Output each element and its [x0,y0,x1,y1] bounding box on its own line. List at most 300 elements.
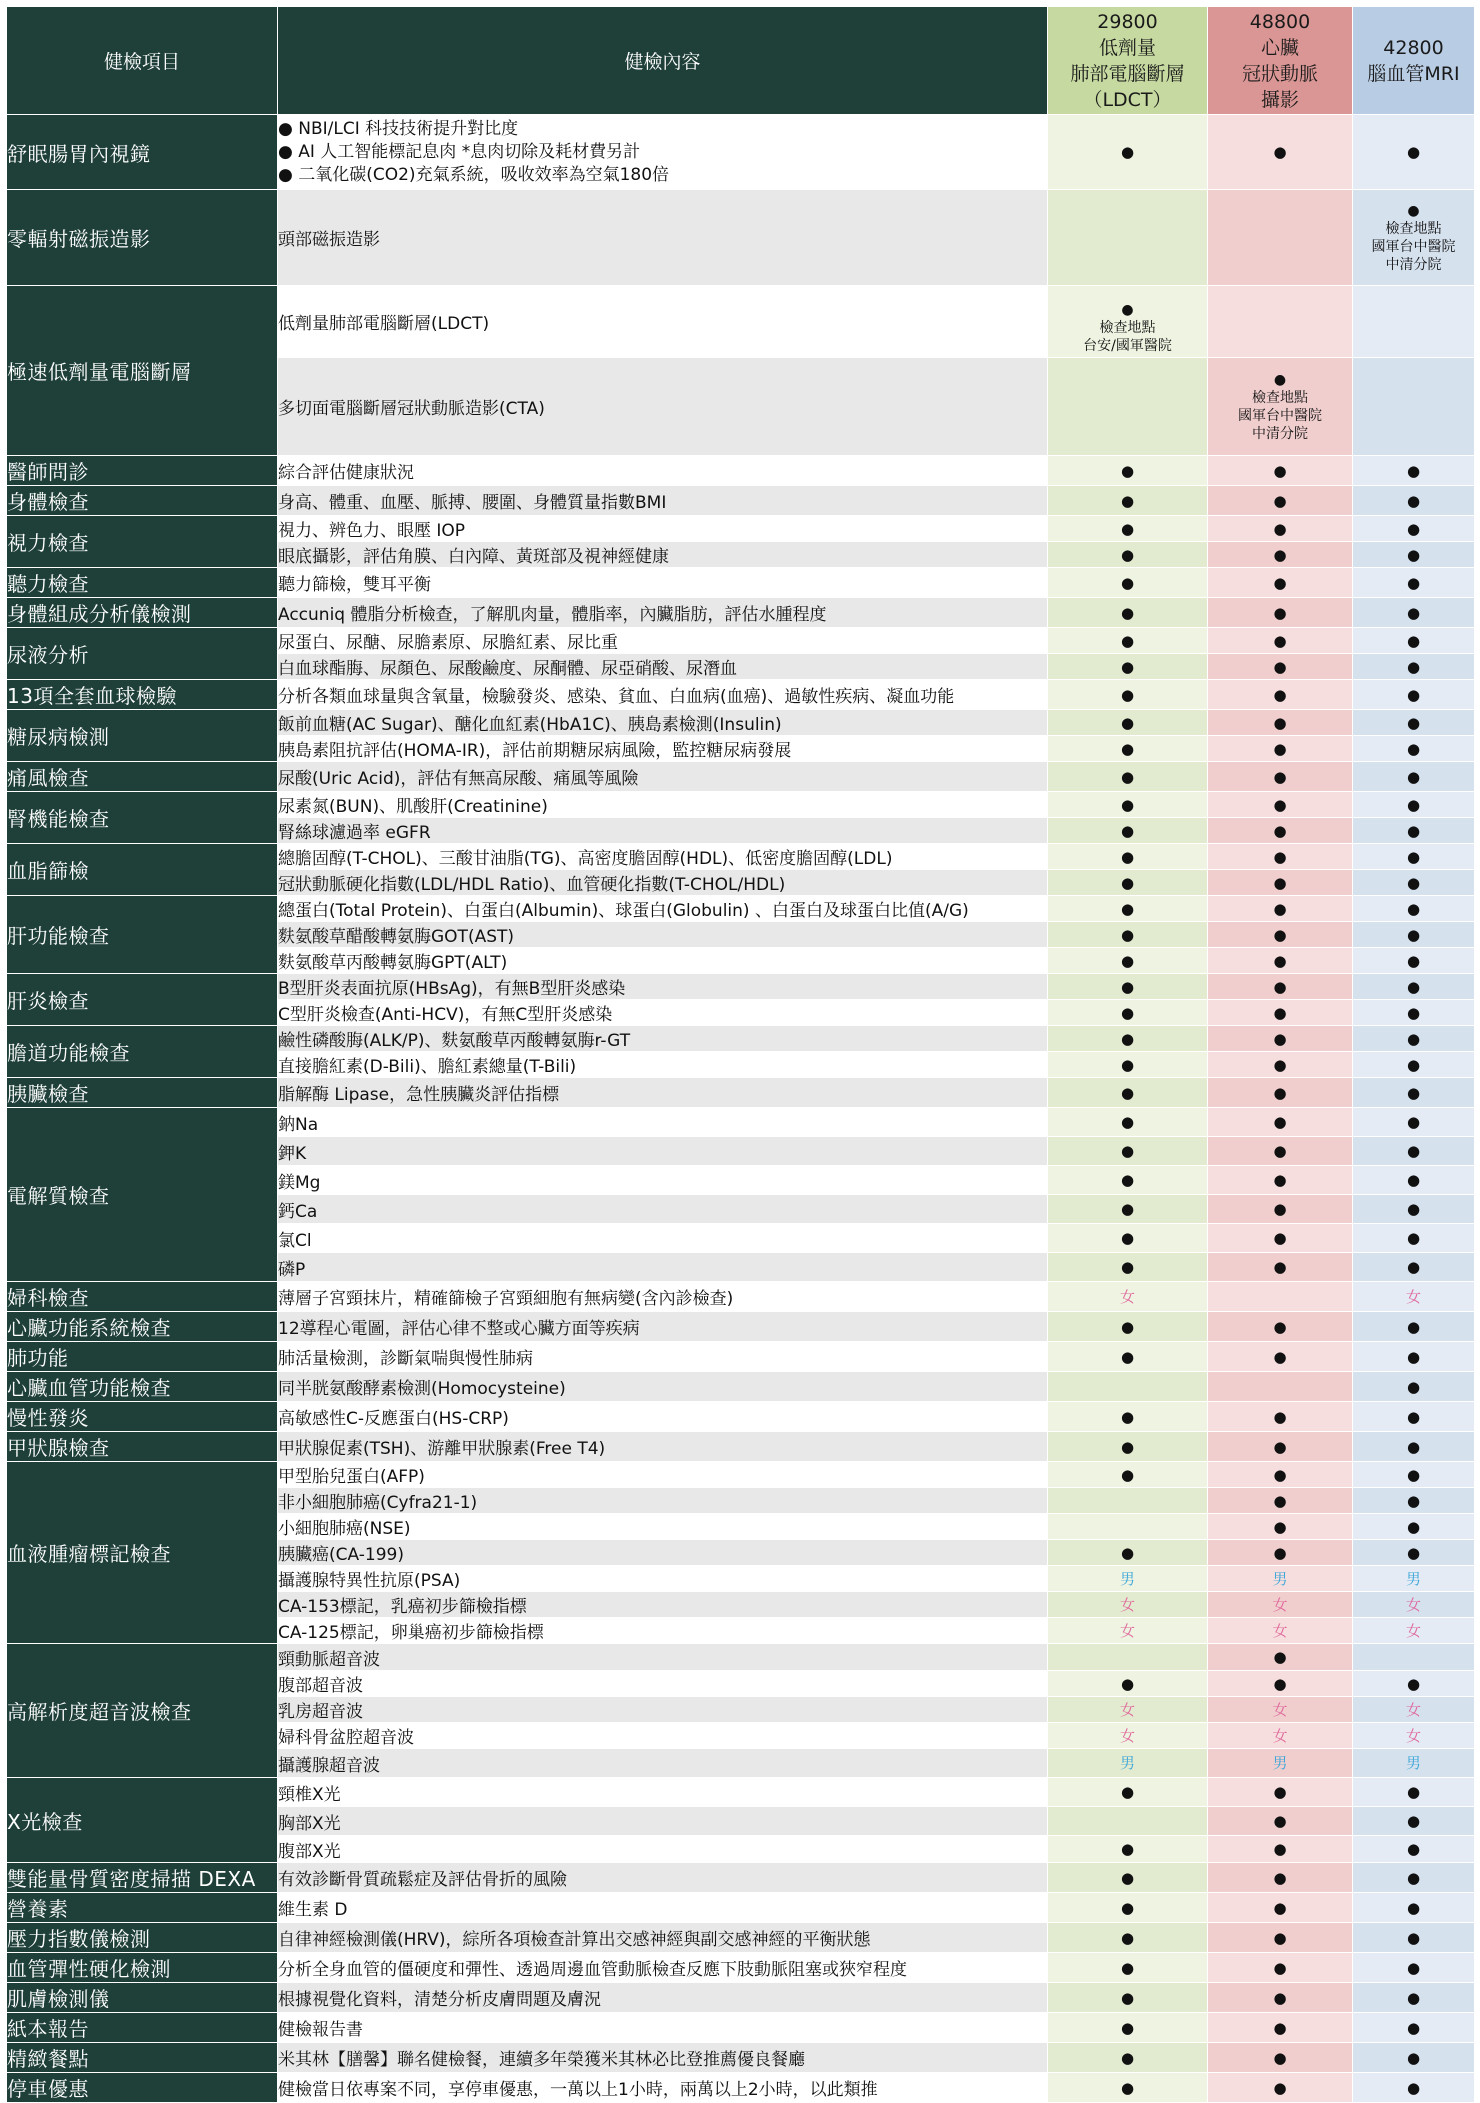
included-dot-icon: ● [1273,371,1287,388]
content-cell [278,1026,1048,1052]
content-cell [278,1923,1048,1953]
content-cell [278,948,1048,974]
included-dot-icon: ● [1273,899,1287,918]
content-cell [278,115,1048,190]
content-line: 有效診斷骨質疏鬆症及評估骨折的風險 [278,1870,567,1890]
plan-cardiac-cell [1208,870,1353,896]
included-dot-icon: ● [1406,1437,1421,1456]
plan-cardiac-cell [1208,1953,1353,1983]
plan-mri-cell [1353,948,1475,974]
included-dot-icon: ● [1273,1465,1287,1484]
content-line: 眼底攝影，評估角膜、白內障、黃斑部及視神經健康 [278,547,669,567]
included-dot-icon: ● [1406,1674,1421,1693]
table-row [7,1282,1475,1312]
location-note-line: 國軍台中醫院 [1371,238,1456,255]
content-cell [278,598,1048,628]
included-dot-icon: ● [1406,1083,1421,1102]
plan-ldct-cell [1048,736,1208,762]
included-dot-icon: ● [1273,1812,1287,1830]
plan-cardiac-cell [1208,1540,1353,1566]
plan-mri-cell [1353,2043,1475,2073]
plan-ldct-cell [1048,844,1208,870]
plan-cardiac-cell [1208,1488,1353,1514]
plan-cardiac-cell [1208,2073,1353,2103]
content-line: 低劑量肺部電腦斷層(LDCT) [278,314,490,334]
content-cell [278,190,1048,286]
location-note-line: 檢查地點 [1385,220,1442,237]
included-dot-icon: ● [1406,767,1421,786]
included-dot-icon: ● [1406,847,1421,866]
table-row [7,2073,1475,2103]
content-cell [278,1983,1048,2013]
plan-ldct-cell [1048,1432,1208,1462]
included-dot-icon: ● [1273,1491,1287,1510]
plan-mri-cell [1353,710,1475,736]
female-only-mark: 女 [1272,1595,1288,1614]
plan-mri-cell [1353,1618,1475,1644]
plan-ldct-price: 29800 [1097,10,1158,33]
plan-cardiac-cell [1208,1195,1353,1224]
included-dot-icon: ● [1273,603,1287,622]
plan-mri-cell [1353,762,1475,792]
content-cell [278,1462,1048,1488]
content-line: 總膽固醇(T-CHOL)、三酸甘油脂(TG)、高密度膽固醇(HDL)、低密度膽固醇(LDL) [278,849,893,869]
content-line: 冠狀動脈硬化指數(LDL/HDL Ratio)、血管硬化指數(T-CHOL/HDL) [278,875,786,895]
plan-cardiac-cell [1208,486,1353,516]
included-dot-icon: ● [1120,713,1135,732]
plan-cardiac-cell [1208,286,1353,358]
included-dot-icon: ● [1406,951,1421,970]
included-dot-icon: ● [1273,739,1287,758]
category-cell: 身體組成分析儀檢測 [7,598,278,628]
category-cell: 心臟功能系統檢查 [7,1312,278,1342]
category-cell: 紙本報告 [7,2013,278,2043]
included-dot-icon: ● [1273,2018,1287,2037]
included-dot-icon: ● [1406,143,1421,161]
plan-mri-price: 42800 [1383,36,1444,59]
plan-cardiac-cell [1208,1108,1353,1137]
included-dot-icon: ● [1406,1988,1421,2007]
plan-mri-cell [1353,1224,1475,1253]
female-only-mark: 女 [1272,1700,1288,1719]
plan-cardiac-cell [1208,568,1353,598]
plan-ldct-cell [1048,1618,1208,1644]
included-dot-icon: ● [1406,631,1421,650]
included-dot-icon: ● [1120,767,1135,786]
plan-cardiac-cell [1208,542,1353,568]
included-dot-icon: ● [1273,685,1287,704]
included-dot-icon: ● [1120,1437,1135,1456]
included-dot-icon: ● [1120,1003,1135,1022]
included-dot-icon: ● [1406,1377,1421,1396]
content-line: 米其林【膳馨】聯名健檢餐，連續多年榮獲米其林必比登推薦優良餐廳 [278,2050,805,2070]
female-only-mark: 女 [1405,1287,1421,1306]
plan-ldct-cell [1048,358,1208,456]
category-cell: 血管彈性硬化檢測 [7,1953,278,1983]
table-row [7,1402,1475,1432]
plan-cardiac-cell [1208,1402,1353,1432]
plan-mri-line1: 腦血管MRI [1367,62,1460,85]
table-row [7,1312,1475,1342]
plan-cardiac-cell [1208,1807,1353,1836]
content-line: 婦科骨盆腔超音波 [278,1728,414,1748]
plan-ldct-cell [1048,598,1208,628]
included-dot-icon: ● [1273,951,1287,970]
included-dot-icon: ● [1406,899,1421,918]
included-dot-icon: ● [1406,977,1421,996]
category-cell: 醫師問診 [7,456,278,486]
included-dot-icon: ● [1407,202,1420,219]
included-dot-icon: ● [1273,2048,1287,2067]
included-dot-icon: ● [1120,739,1135,758]
plan-cardiac-cell [1208,628,1353,654]
plan-ldct-cell [1048,680,1208,710]
plan-cardiac-cell [1208,792,1353,818]
included-dot-icon: ● [1273,1517,1287,1536]
included-dot-icon: ● [1273,977,1287,996]
male-only-mark: 男 [1119,1569,1135,1588]
plan-ldct-cell [1048,1253,1208,1282]
included-dot-icon: ● [1120,519,1135,538]
content-cell [278,486,1048,516]
content-cell [278,1432,1048,1462]
included-dot-icon: ● [1120,1055,1135,1074]
female-only-mark: 女 [1119,1287,1135,1306]
included-dot-icon: ● [1273,1113,1287,1131]
content-line: ● NBI/LCI 科技技術提升對比度 [278,118,519,139]
plan-cardiac-line1: 心臟 [1260,36,1299,59]
included-dot-icon: ● [1273,821,1287,840]
content-cell [278,1312,1048,1342]
included-dot-icon: ● [1273,1317,1287,1336]
location-note-line: 國軍台中醫院 [1238,407,1322,424]
plan-ldct-cell [1048,628,1208,654]
plan-mri-cell [1353,1893,1475,1923]
content-cell [278,870,1048,896]
plan-cardiac-cell [1208,1592,1353,1618]
plan-ldct-cell [1048,974,1208,1000]
plan-ldct-cell [1048,190,1208,286]
plan-mri-cell [1353,1749,1475,1778]
plan-mri-cell [1353,792,1475,818]
included-dot-icon: ● [1120,2048,1135,2067]
plan-mri-cell [1353,486,1475,516]
included-dot-icon: ● [1120,1171,1135,1189]
content-line: 鎂Mg [278,1172,321,1193]
table-row [7,1893,1475,1923]
content-line: 腹部X光 [278,1841,341,1862]
plan-mri-cell [1353,922,1475,948]
plan-mri-cell [1353,680,1475,710]
table-row [7,568,1475,598]
content-cell [278,974,1048,1000]
included-dot-icon: ● [1406,1465,1421,1484]
content-cell [278,516,1048,542]
included-dot-icon: ● [1273,1258,1287,1276]
content-cell [278,1863,1048,1893]
content-cell [278,1108,1048,1137]
included-dot-icon: ● [1273,1928,1287,1947]
included-dot-icon: ● [1120,603,1135,622]
plan-mri-cell [1353,974,1475,1000]
category-cell: 停車優惠 [7,2073,278,2103]
plan-ldct-cell [1048,286,1208,358]
table-row [7,1342,1475,1372]
included-dot-icon: ● [1120,573,1135,592]
included-dot-icon: ● [1120,1465,1135,1484]
content-line: 維生素 D [278,1900,348,1920]
content-cell [278,456,1048,486]
plan-cardiac-cell [1208,1723,1353,1749]
included-dot-icon: ● [1406,713,1421,732]
category-cell: 血液腫瘤標記檢查 [7,1462,278,1644]
table-row [7,190,1475,286]
plan-ldct-cell [1048,456,1208,486]
included-dot-icon: ● [1120,951,1135,970]
included-dot-icon: ● [1406,545,1421,564]
category-cell: X光檢查 [7,1778,278,1863]
plan-ldct-cell [1048,1983,1208,2013]
plan-ldct-cell [1048,1863,1208,1893]
plan-ldct-cell [1048,1644,1208,1671]
included-dot-icon: ● [1120,1113,1135,1131]
plan-cardiac-cell [1208,115,1353,190]
included-dot-icon: ● [1273,847,1287,866]
included-dot-icon: ● [1406,519,1421,538]
content-cell [278,1253,1048,1282]
content-cell [278,1778,1048,1807]
content-line: 攝護腺超音波 [278,1755,380,1776]
content-cell [278,736,1048,762]
plan-ldct-line1: 低劑量 [1098,36,1156,59]
category-cell: 胰臟檢查 [7,1078,278,1108]
content-line: 腹部超音波 [278,1676,363,1696]
plan-cardiac-cell [1208,2013,1353,2043]
included-dot-icon: ● [1120,1898,1135,1917]
content-line: 總蛋白(Total Protein)、白蛋白(Albumin)、球蛋白(Globulin) 、白蛋白及球蛋白比值(A/G) [278,901,969,921]
included-dot-icon: ● [1120,2018,1135,2037]
included-dot-icon: ● [1273,461,1287,480]
plan-ldct-cell [1048,1778,1208,1807]
included-dot-icon: ● [1120,1543,1135,1562]
included-dot-icon: ● [1120,1258,1135,1276]
included-dot-icon: ● [1273,713,1287,732]
plan-ldct-cell [1048,1342,1208,1372]
content-cell [278,1807,1048,1836]
included-dot-icon: ● [1406,1783,1421,1801]
plan-mri-cell [1353,818,1475,844]
category-cell: 肺功能 [7,1342,278,1372]
content-line: 健檢當日依專案不同，享停車優惠，一萬以上1小時，兩萬以上2小時，以此類推 [278,2080,878,2100]
included-dot-icon: ● [1273,1142,1287,1160]
category-cell: 肝炎檢查 [7,974,278,1026]
included-dot-icon: ● [1406,821,1421,840]
plan-ldct-cell [1048,1836,1208,1863]
plan-ldct-cell [1048,1566,1208,1592]
location-note-line: 檢查地點 [1099,320,1156,336]
plan-mri-cell [1353,1592,1475,1618]
plan-ldct-cell [1048,542,1208,568]
plan-ldct-cell [1048,2013,1208,2043]
plan-mri-cell [1353,1778,1475,1807]
content-cell [278,1618,1048,1644]
included-dot-icon: ● [1406,1003,1421,1022]
plan-ldct-cell [1048,1195,1208,1224]
content-line: 胰島素阻抗評估(HOMA-IR)，評估前期糖尿病風險，監控糖尿病發展 [278,741,792,761]
category-cell: 壓力指數儀檢測 [7,1923,278,1953]
plan-mri-cell [1353,598,1475,628]
content-cell [278,762,1048,792]
content-line: 頸椎X光 [278,1784,341,1805]
included-dot-icon: ● [1273,1055,1287,1074]
female-only-mark: 女 [1405,1621,1421,1640]
plan-cardiac-cell [1208,1983,1353,2013]
included-dot-icon: ● [1406,461,1421,480]
plan-ldct-cell [1048,1078,1208,1108]
content-cell [278,286,1048,358]
content-cell [278,792,1048,818]
included-dot-icon: ● [1120,545,1135,564]
included-dot-icon: ● [1273,1029,1287,1048]
content-cell [278,1514,1048,1540]
plan-mri-cell [1353,736,1475,762]
included-dot-icon: ● [1273,657,1287,676]
header-plan-cardiac [1208,7,1353,115]
content-line: 鹼性磷酸脢(ALK/P)、麩氨酸草丙酸轉氨脢r-GT [278,1031,631,1051]
included-dot-icon: ● [1273,1783,1287,1801]
plan-cardiac-cell [1208,1863,1353,1893]
included-dot-icon: ● [1273,519,1287,538]
plan-ldct-cell [1048,1462,1208,1488]
included-dot-icon: ● [1120,795,1135,814]
included-dot-icon: ● [1273,1648,1287,1666]
content-line: 胸部X光 [278,1813,341,1834]
content-cell [278,1566,1048,1592]
content-cell [278,654,1048,680]
plan-cardiac-cell [1208,1778,1353,1807]
content-line: 自律神經檢測儀(HRV)，綜所各項檢查計算出交感神經與副交感神經的平衡狀態 [278,1930,871,1950]
plan-ldct-cell [1048,1224,1208,1253]
included-dot-icon: ● [1406,1898,1421,1917]
content-line: 身高、體重、血壓、脈搏、腰圍、身體質量指數BMI [278,493,667,513]
plan-mri-cell [1353,870,1475,896]
plan-mri-cell [1353,1983,1475,2013]
table-row [7,1644,1475,1671]
plan-ldct-cell [1048,870,1208,896]
plan-ldct-cell [1048,1372,1208,1402]
plan-ldct-cell [1048,1402,1208,1432]
content-cell [278,1166,1048,1195]
table-row [7,1078,1475,1108]
included-dot-icon: ● [1406,1113,1421,1131]
plan-cardiac-cell [1208,922,1353,948]
included-dot-icon: ● [1406,1928,1421,1947]
category-cell: 雙能量骨質密度掃描 DEXA [7,1863,278,1893]
included-dot-icon: ● [1273,143,1287,161]
plan-mri-cell [1353,1923,1475,1953]
category-cell: 肌膚檢測儀 [7,1983,278,2013]
plan-cardiac-cell [1208,2043,1353,2073]
included-dot-icon: ● [1120,1229,1135,1247]
content-line: 脂解酶 Lipase，急性胰臟炎評估指標 [278,1085,560,1105]
plan-ldct-line3: （LDCT） [1083,88,1172,111]
included-dot-icon: ● [1273,1229,1287,1247]
included-dot-icon: ● [1120,1783,1135,1801]
plan-mri-cell [1353,286,1475,358]
included-dot-icon: ● [1406,1347,1421,1366]
table-row [7,2013,1475,2043]
plan-cardiac-cell [1208,1644,1353,1671]
plan-mri-cell [1353,654,1475,680]
content-cell [278,1953,1048,1983]
content-line: 鈣Ca [278,1201,318,1222]
plan-cardiac-cell [1208,190,1353,286]
plan-ldct-cell [1048,1697,1208,1723]
content-line: 根據視覺化資料，清楚分析皮膚問題及膚況 [278,1990,601,2010]
plan-mri-cell [1353,2073,1475,2103]
content-line: B型肝炎表面抗原(HBsAg)，有無B型肝炎感染 [278,979,626,999]
plan-cardiac-cell [1208,1566,1353,1592]
plan-mri-cell [1353,516,1475,542]
included-dot-icon: ● [1120,977,1135,996]
category-cell: 極速低劑量電腦斷層 [7,286,278,456]
content-cell [278,1078,1048,1108]
plan-mri-cell [1353,1671,1475,1697]
included-dot-icon: ● [1120,1958,1135,1977]
included-dot-icon: ● [1273,1437,1287,1456]
table-row [7,974,1475,1000]
content-cell [278,1342,1048,1372]
included-dot-icon: ● [1120,2078,1135,2097]
plan-cardiac-cell [1208,818,1353,844]
included-dot-icon: ● [1120,461,1135,480]
content-line: 非小細胞肺癌(Cyfra21-1) [278,1493,478,1513]
plan-mri-cell [1353,896,1475,922]
included-dot-icon: ● [1406,1491,1421,1510]
included-dot-icon: ● [1273,545,1287,564]
plan-mri-cell [1353,1078,1475,1108]
plan-cardiac-cell [1208,1282,1353,1312]
plan-cardiac-cell [1208,1026,1353,1052]
plan-ldct-cell [1048,1923,1208,1953]
category-cell: 心臟血管功能檢查 [7,1372,278,1402]
plan-ldct-cell [1048,568,1208,598]
content-line: 直接膽紅素(D-Bili)、膽紅素總量(T-Bili) [278,1057,577,1077]
included-dot-icon: ● [1406,685,1421,704]
female-only-mark: 女 [1405,1595,1421,1614]
included-dot-icon: ● [1406,795,1421,814]
category-cell: 精緻餐點 [7,2043,278,2073]
content-line: 乳房超音波 [278,1702,363,1722]
plan-mri-cell [1353,115,1475,190]
included-dot-icon: ● [1406,739,1421,758]
content-cell [278,1282,1048,1312]
plan-mri-cell [1353,1253,1475,1282]
included-dot-icon: ● [1273,1988,1287,2007]
plan-cardiac-cell [1208,1166,1353,1195]
table-row [7,516,1475,542]
content-line: 視力、辨色力、眼壓 IOP [278,521,466,541]
content-cell [278,1697,1048,1723]
plan-mri-cell [1353,1166,1475,1195]
location-note-line: 中清分院 [1385,256,1442,273]
male-only-mark: 男 [1272,1569,1288,1588]
included-dot-icon: ● [1120,143,1135,161]
category-cell: 13項全套血球檢驗 [7,680,278,710]
included-dot-icon: ● [1406,2018,1421,2037]
content-cell [278,1893,1048,1923]
included-dot-icon: ● [1120,1928,1135,1947]
